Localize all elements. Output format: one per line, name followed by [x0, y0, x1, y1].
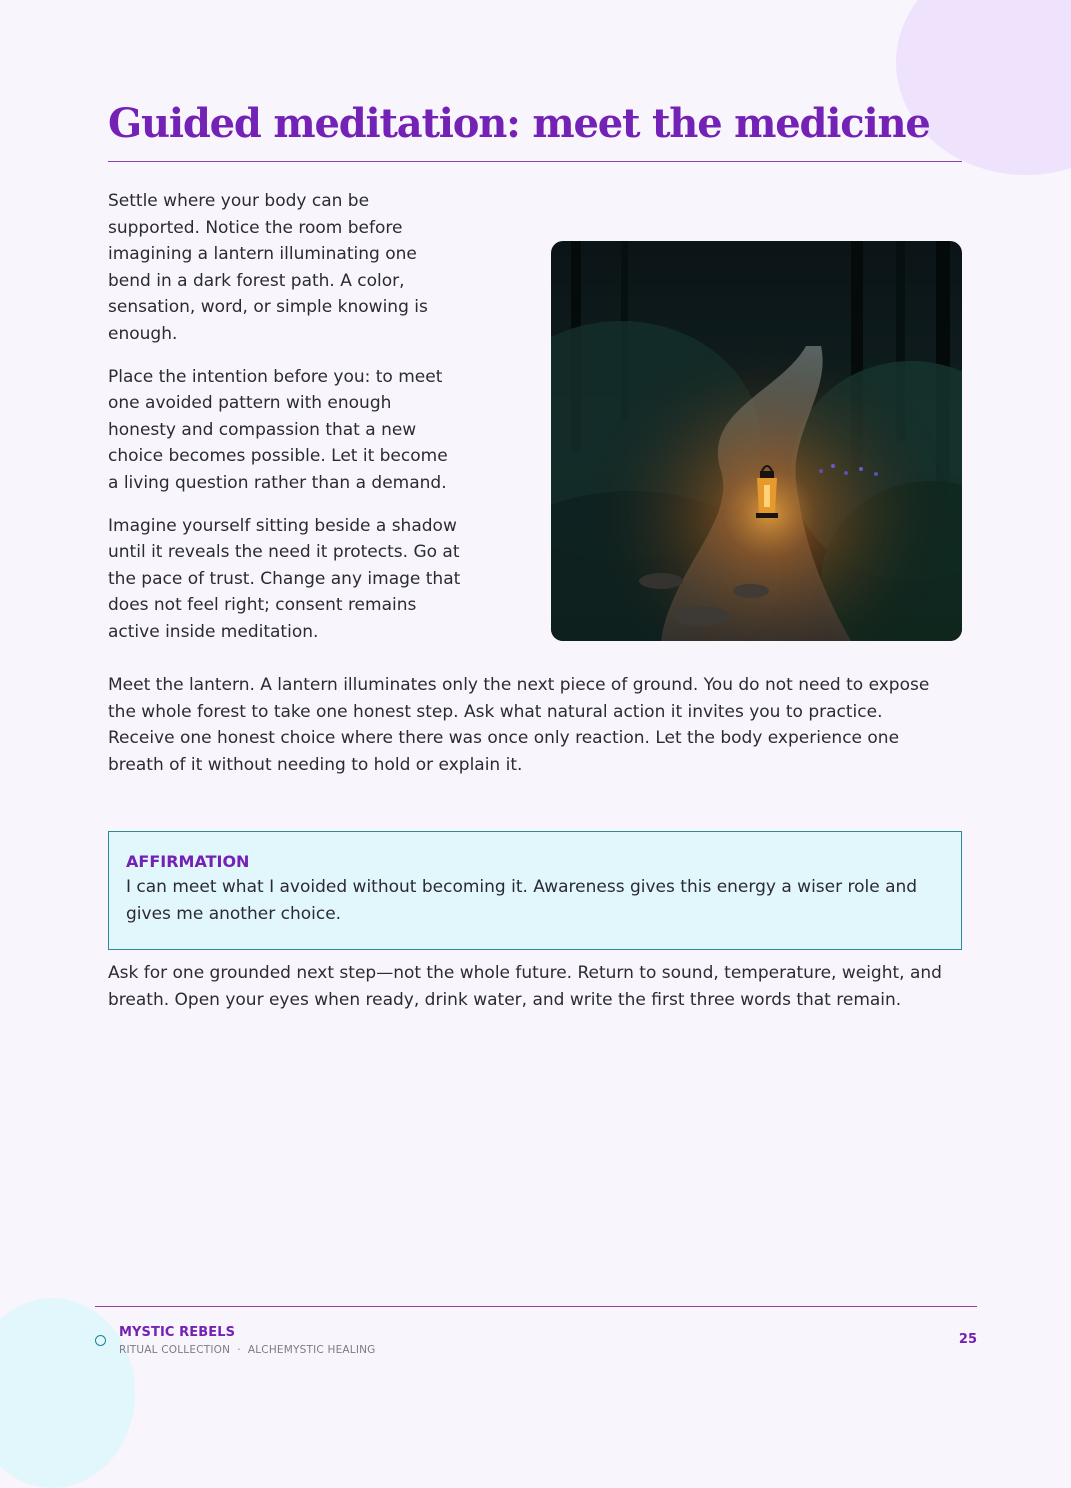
footer-divider [95, 1306, 977, 1307]
closing-paragraph: Ask for one grounded next step—not the whole future. Return to sound, temperature, weight, and breath. Open your eyes when ready, drink water, and write the first three words that remain. [108, 963, 942, 1010]
page-title: Guided meditation: meet the medicine [108, 100, 930, 147]
footer-brand: MYSTIC REBELS [119, 1325, 236, 1340]
intro-paragraph: Place the intention before you: to meet one avoided pattern with enough honesty and compassion that a new choice becomes possible. Let it become a living question rather than a demand. [108, 366, 448, 493]
intro-column [108, 188, 463, 662]
body-paragraph: Receive one honest choice where there was once only reaction. Let the body experience one breath of it without needing to hold or explain it. [108, 728, 900, 775]
intro-paragraph: Imagine yourself sitting beside a shadow until it reveals the need it protects. Go at the pace of trust. Change any image that does not feel right; consent remains active inside meditation. [108, 515, 461, 642]
title-divider [108, 161, 962, 162]
body-paragraph: Meet the lantern. A lantern illuminates only the next piece of ground. You do not need to expose the whole forest to take one honest step. Ask what natural action it invites you to practice. [108, 675, 930, 722]
decorative-blob-top-right [896, 0, 1071, 175]
decorative-blob-bottom-left [0, 1298, 135, 1488]
intro-paragraph: Settle where your body can be supported. Notice the room before imagining a lantern illuminating one bend in a dark forest path. A color, sensation, word, or simple knowing is enough. [108, 191, 428, 344]
affirmation-label: AFFIRMATION [126, 852, 250, 871]
circle-icon [95, 1335, 106, 1346]
affirmation-box [108, 831, 962, 950]
footer-collection: RITUAL COLLECTION [119, 1344, 231, 1356]
affirmation-text: I can meet what I avoided without becoming it. Awareness gives this energy a wiser role and gives me another choice. [126, 877, 918, 924]
footer-collection-name: ALCHEMYSTIC HEALING [247, 1344, 376, 1356]
footer-subtitle [119, 1344, 376, 1356]
footer-separator: · [237, 1344, 241, 1356]
body-text [108, 672, 948, 778]
page-number: 25 [958, 1332, 977, 1347]
forest-lantern-image [551, 241, 962, 641]
